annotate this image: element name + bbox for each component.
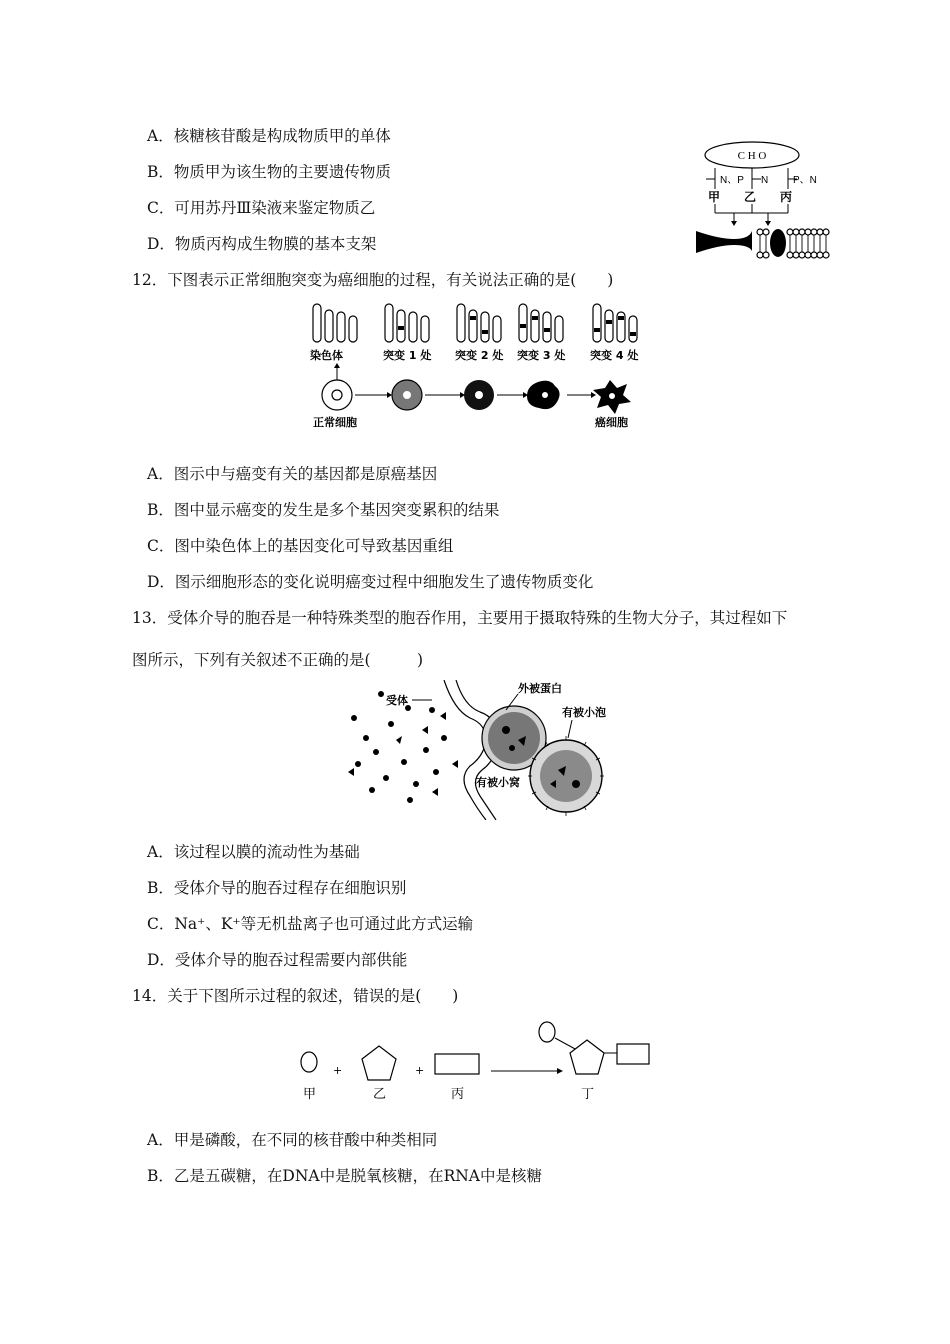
label-ding: 丁 — [581, 1087, 595, 1102]
label-bing: 丙 — [780, 190, 793, 204]
chrom-label-m2: 突变 2 处 — [455, 349, 504, 362]
q11-option-a: A．核糖核苷酸是构成物质甲的单体 — [147, 127, 391, 145]
q14-option-a: A．甲是磷酸，在不同的核苷酸中种类相同 — [147, 1131, 438, 1149]
cho-label: C H O — [737, 150, 767, 162]
q13-stem-line1: 13．受体介导的胞吞是一种特殊类型的胞吞作用，主要用于摄取特殊的生物大分子，其过程如下 — [132, 609, 788, 627]
chrom-label-m3: 突变 3 处 — [517, 349, 566, 362]
q13-option-d: D．受体介导的胞吞过程需要内部供能 — [147, 951, 408, 969]
q12-figure — [305, 302, 650, 430]
q12-option-d: D．图示细胞形态的变化说明癌变过程中细胞发生了遗传物质变化 — [147, 573, 594, 591]
label-yi: 乙 — [744, 190, 757, 204]
coat-protein-label: 外被蛋白 — [518, 682, 562, 695]
branch-right-label: P、N — [793, 175, 817, 186]
normal-cell-label: 正常细胞 — [313, 416, 357, 429]
chrom-label-m4: 突变 4 处 — [590, 349, 639, 362]
branch-mid-label: N — [761, 175, 769, 186]
cancer-cell-label: 癌细胞 — [595, 416, 628, 429]
q11-option-d: D．物质丙构成生物膜的基本支架 — [147, 235, 377, 253]
q13-option-c: C．Na⁺、K⁺等无机盐离子也可通过此方式运输 — [147, 915, 474, 933]
label-jia: 甲 — [708, 190, 721, 204]
chrom-label-normal: 染色体 — [310, 349, 343, 362]
q12-option-b: B．图中显示癌变的发生是多个基因突变累积的结果 — [147, 501, 500, 519]
branch-left-label: N、P — [720, 175, 744, 186]
q11-option-c: C．可用苏丹Ⅲ染液来鉴定物质乙 — [147, 199, 376, 217]
q12-option-a: A．图示中与癌变有关的基因都是原癌基因 — [147, 465, 438, 483]
coated-vesicle-label: 有被小泡 — [562, 706, 606, 719]
q13-stem-line2: 图所示，下列有关叙述不正确的是( ) — [132, 651, 424, 669]
q14-figure — [295, 1016, 655, 1108]
receptor-label: 受体 — [386, 694, 408, 707]
q14-stem: 14．关于下图所示过程的叙述，错误的是( ) — [132, 987, 459, 1005]
q11-option-b: B．物质甲为该生物的主要遗传物质 — [147, 163, 391, 181]
q12-option-c: C．图中染色体上的基因变化可导致基因重组 — [147, 537, 454, 555]
label-jia: 甲 — [303, 1087, 317, 1102]
q12-stem: 12．下图表示正常细胞突变为癌细胞的过程，有关说法正确的是( ) — [132, 271, 614, 289]
q13-option-b: B．受体介导的胞吞过程存在细胞识别 — [147, 879, 407, 897]
chrom-label-m1: 突变 1 处 — [383, 349, 432, 362]
label-yi: 乙 — [373, 1087, 387, 1102]
q13-figure — [336, 680, 636, 820]
plus-1: + — [333, 1064, 343, 1077]
q11-figure — [694, 135, 834, 265]
q14-option-b: B．乙是五碳糖，在DNA中是脱氧核糖，在RNA中是核糖 — [147, 1167, 543, 1185]
coated-pit-label: 有被小窝 — [476, 776, 520, 789]
q13-option-a: A．该过程以膜的流动性为基础 — [147, 843, 360, 861]
label-bing: 丙 — [451, 1087, 465, 1102]
plus-2: + — [415, 1064, 425, 1077]
